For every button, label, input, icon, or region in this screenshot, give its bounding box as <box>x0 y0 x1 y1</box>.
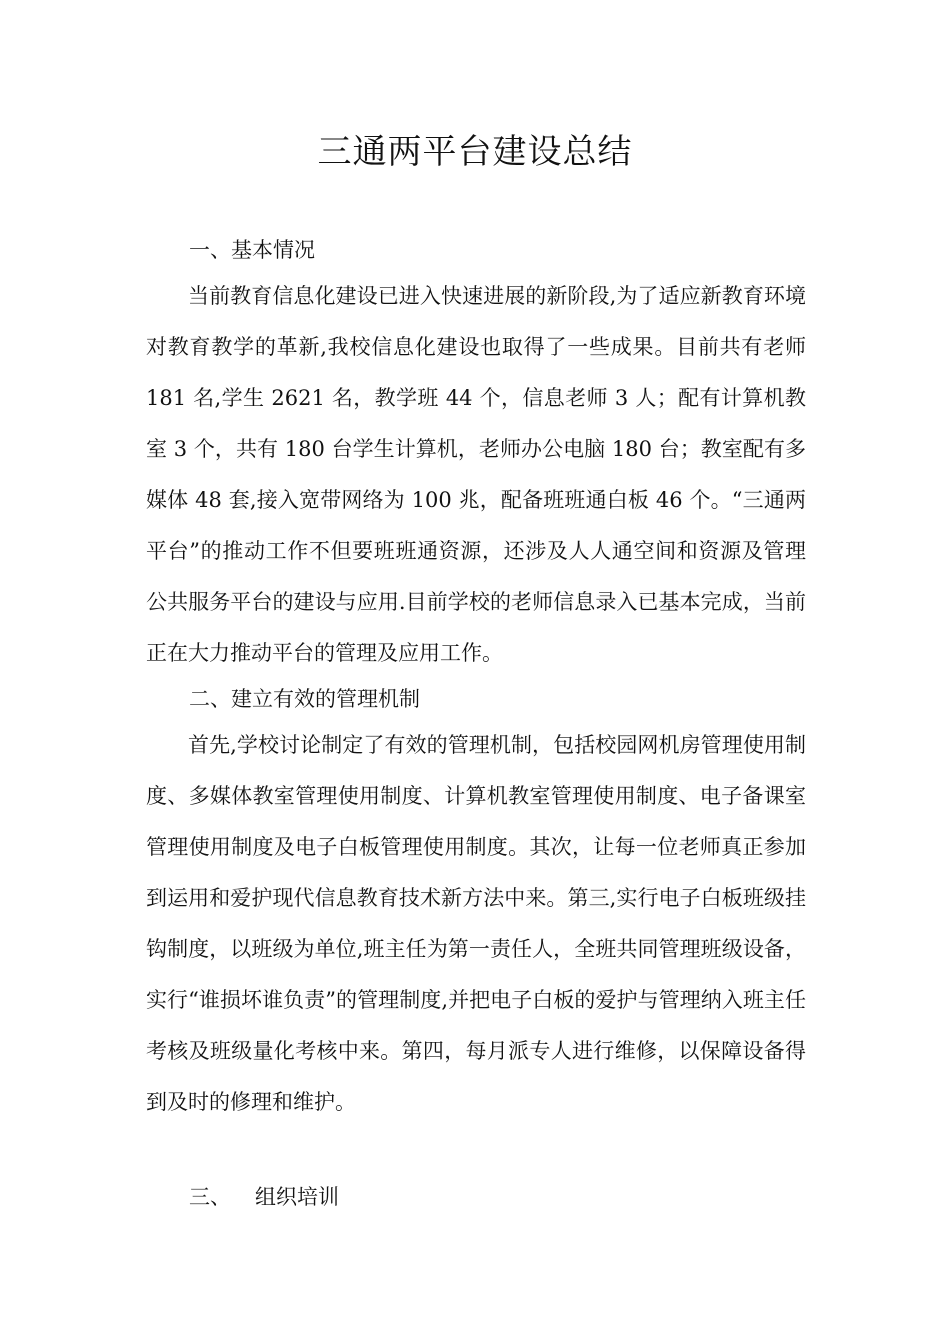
section-heading-basic-situation: 一、基本情况 <box>189 238 315 262</box>
document-title: 三通两平台建设总结 <box>317 132 633 172</box>
section-heading-training <box>189 1182 339 1212</box>
section-number: 三、 <box>189 1185 231 1209</box>
section-heading-management-mechanism: 二、建立有效的管理机制 <box>189 687 420 711</box>
section-body-management-mechanism: 首先,学校讨论制定了有效的管理机制，包括校园网机房管理使用制度、多媒体教室管理使用制度、计算机教室管理使用制度、电子备课室管理使用制度及电子白板管理使用制度。其次，让每一位老师真正参加到运用和爱护现代信息教育技术新方法中来。第三,实行电子白板班级挂钩制度，以班级为单位,班主任为第一责任人，全班共同管理班级设备，实行“谁损坏谁负责”的管理制度,并把电子白板的爱护与管理纳入班主任考核及班级量化考核中来。第四，每月派专人进行维修，以保障设备得到及时的修理和维护。 <box>146 733 806 1114</box>
section-heading-text: 组织培训 <box>255 1185 339 1209</box>
section-body-basic-situation: 当前教育信息化建设已进入快速进展的新阶段,为了适应新教育环境对教育教学的革新,我校信息化建设也取得了一些成果。目前共有老师 181 名,学生 2621 名，教学班 44 个，信息老师 3 人；配有计算机教室 3 个，共有 180 台学生计算机，老师办公电脑 180 台；教室配有多媒体 48 套,接入宽带网络为 100 兆，配备班班通白板 46 个。“三通两平台”的推动工作不但要班班通资源，还涉及人人通空间和资源及管理公共服务平台的建设与应用.目前学校的老师信息录入已基本完成，当前正在大力推动平台的管理及应用工作。 <box>146 284 806 665</box>
